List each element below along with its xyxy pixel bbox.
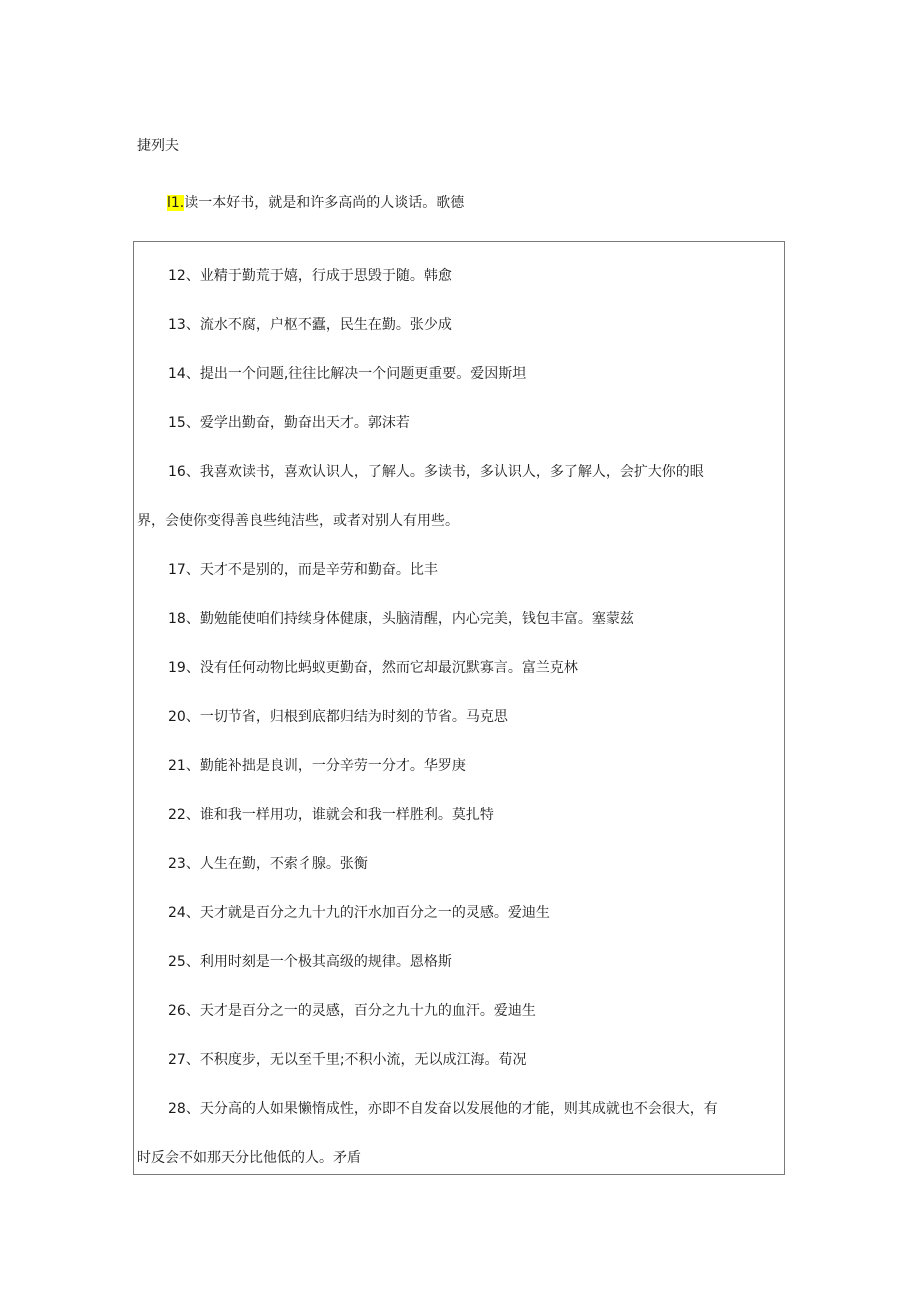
quote-14: 14、提出一个问题,往往比解决一个问题更重要。爱因斯坦 — [168, 366, 527, 382]
quote-18: 18、勤勉能使咱们持续身体健康，头脑清醒，内心完美，钱包丰富。塞蒙兹 — [168, 611, 634, 627]
quote-20: 20、一切节省，归根到底都归结为时刻的节省。马克思 — [168, 709, 508, 725]
quote-11 — [167, 193, 464, 213]
quote-28-continued: 时反会不如那天分比他低的人。矛盾 — [137, 1150, 361, 1166]
quote-13: 13、流水不腐，户枢不蠹，民生在勤。张少成 — [168, 317, 452, 333]
quote-19: 19、没有任何动物比蚂蚁更勤奋，然而它却最沉默寡言。富兰克林 — [168, 660, 578, 676]
quote-16-continued: 界，会使你变得善良些纯洁些，或者对别人有用些。 — [137, 513, 459, 529]
quote-25: 25、利用时刻是一个极其高级的规律。恩格斯 — [168, 954, 452, 970]
quote-11-text: 读一本好书，就是和许多高尚的人谈话。歌德 — [184, 195, 465, 211]
quote-12: 12、业精于勤荒于嬉，行成于思毁于随。韩愈 — [168, 268, 452, 284]
quote-27: 27、不积度步，无以至千里;不积小流，无以成江海。荀况 — [168, 1052, 527, 1068]
quote-16: 16、我喜欢读书，喜欢认识人，了解人。多读书，多认识人，多了解人，会扩大你的眼 — [168, 464, 704, 480]
quote-17: 17、天才不是别的，而是辛劳和勤奋。比丰 — [168, 562, 438, 578]
quote-23: 23、人生在勤，不索彳腺。张衡 — [168, 856, 368, 872]
quote-28: 28、天分高的人如果懒惰成性，亦即不自发奋以发展他的才能，则其成就也不会很大，有 — [168, 1101, 718, 1117]
quote-24: 24、天才就是百分之九十九的汗水加百分之一的灵感。爱迪生 — [168, 905, 550, 921]
quotes-box — [133, 241, 785, 1175]
quote-21: 21、勤能补拙是良训，一分辛劳一分才。华罗庚 — [168, 758, 466, 774]
highlighted-number: l1. — [167, 195, 185, 211]
quote-26: 26、天才是百分之一的灵感，百分之九十九的血汗。爱迪生 — [168, 1003, 536, 1019]
author-fragment: 捷列夫 — [137, 138, 179, 154]
quote-15: 15、爱学出勤奋，勤奋出天才。郭沫若 — [168, 415, 410, 431]
quote-22: 22、谁和我一样用功，谁就会和我一样胜利。莫扎特 — [168, 807, 494, 823]
